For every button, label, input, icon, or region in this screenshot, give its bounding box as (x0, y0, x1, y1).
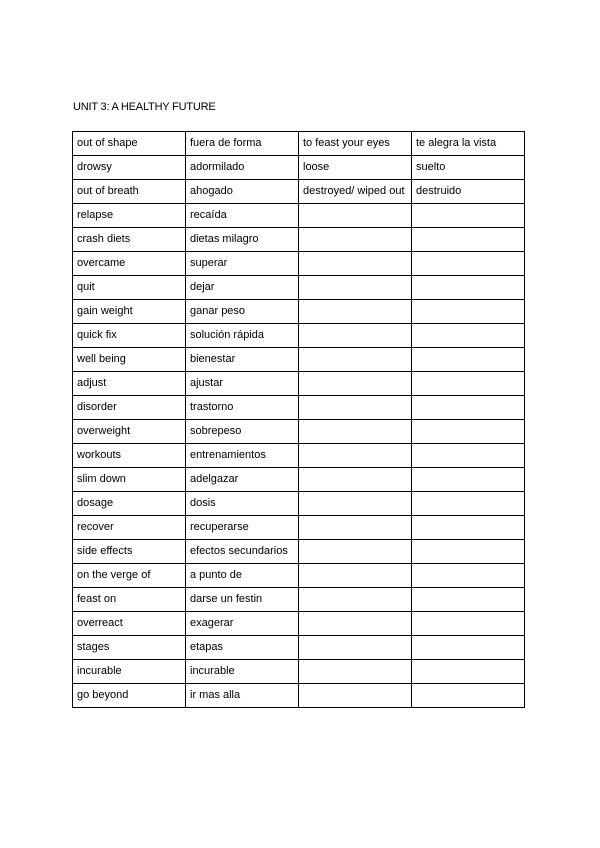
table-row (73, 276, 525, 300)
cell-english-term-2 (299, 516, 412, 540)
cell-english-term: quit (73, 276, 186, 300)
table-row (73, 540, 525, 564)
cell-spanish-translation-2 (412, 588, 525, 612)
cell-english-term: crash diets (73, 228, 186, 252)
document-title: UNIT 3: A HEALTHY FUTURE (73, 101, 216, 113)
cell-spanish-translation-2 (412, 684, 525, 708)
cell-english-term: side effects (73, 540, 186, 564)
cell-spanish-translation: ahogado (186, 180, 299, 204)
table-row (73, 300, 525, 324)
cell-spanish-translation: fuera de forma (186, 132, 299, 156)
cell-english-term: workouts (73, 444, 186, 468)
cell-spanish-translation-2 (412, 348, 525, 372)
cell-english-term-2 (299, 300, 412, 324)
cell-english-term-2 (299, 468, 412, 492)
cell-spanish-translation-2 (412, 636, 525, 660)
cell-spanish-translation-2 (412, 492, 525, 516)
cell-english-term-2 (299, 444, 412, 468)
cell-spanish-translation: ir mas alla (186, 684, 299, 708)
cell-english-term-2 (299, 324, 412, 348)
cell-english-term: drowsy (73, 156, 186, 180)
cell-spanish-translation: recaída (186, 204, 299, 228)
cell-spanish-translation-2 (412, 420, 525, 444)
vocabulary-table-body (73, 132, 525, 708)
cell-spanish-translation: entrenamientos (186, 444, 299, 468)
table-row (73, 660, 525, 684)
cell-english-term: go beyond (73, 684, 186, 708)
cell-english-term-2 (299, 492, 412, 516)
table-row (73, 324, 525, 348)
cell-english-term-2: to feast your eyes (299, 132, 412, 156)
cell-spanish-translation-2 (412, 564, 525, 588)
cell-english-term: feast on (73, 588, 186, 612)
cell-spanish-translation: adormilado (186, 156, 299, 180)
cell-english-term: well being (73, 348, 186, 372)
cell-spanish-translation-2 (412, 660, 525, 684)
cell-english-term: incurable (73, 660, 186, 684)
cell-english-term-2 (299, 396, 412, 420)
table-row (73, 588, 525, 612)
cell-english-term-2 (299, 276, 412, 300)
table-row (73, 636, 525, 660)
cell-spanish-translation: efectos secundarios (186, 540, 299, 564)
cell-english-term: gain weight (73, 300, 186, 324)
cell-spanish-translation: ganar peso (186, 300, 299, 324)
cell-english-term-2 (299, 228, 412, 252)
table-row (73, 444, 525, 468)
cell-english-term: quick fix (73, 324, 186, 348)
table-row (73, 348, 525, 372)
cell-english-term-2 (299, 612, 412, 636)
cell-spanish-translation-2: destruido (412, 180, 525, 204)
cell-spanish-translation: recuperarse (186, 516, 299, 540)
cell-english-term: adjust (73, 372, 186, 396)
cell-spanish-translation-2 (412, 396, 525, 420)
cell-spanish-translation: bienestar (186, 348, 299, 372)
cell-english-term: stages (73, 636, 186, 660)
cell-spanish-translation-2: te alegra la vista (412, 132, 525, 156)
cell-spanish-translation-2 (412, 324, 525, 348)
table-row (73, 396, 525, 420)
cell-spanish-translation-2 (412, 444, 525, 468)
cell-spanish-translation: trastorno (186, 396, 299, 420)
table-row (73, 132, 525, 156)
cell-spanish-translation-2 (412, 516, 525, 540)
cell-spanish-translation-2: suelto (412, 156, 525, 180)
cell-english-term: slim down (73, 468, 186, 492)
cell-spanish-translation: dejar (186, 276, 299, 300)
cell-spanish-translation: exagerar (186, 612, 299, 636)
cell-spanish-translation: darse un festin (186, 588, 299, 612)
cell-english-term: disorder (73, 396, 186, 420)
table-row (73, 204, 525, 228)
table-row (73, 564, 525, 588)
cell-spanish-translation-2 (412, 540, 525, 564)
cell-spanish-translation: dosis (186, 492, 299, 516)
table-row (73, 468, 525, 492)
cell-english-term-2 (299, 540, 412, 564)
cell-spanish-translation: adelgazar (186, 468, 299, 492)
cell-spanish-translation: dietas milagro (186, 228, 299, 252)
table-row (73, 252, 525, 276)
cell-spanish-translation: a punto de (186, 564, 299, 588)
cell-english-term-2 (299, 420, 412, 444)
cell-spanish-translation: superar (186, 252, 299, 276)
cell-english-term-2 (299, 204, 412, 228)
cell-english-term: out of shape (73, 132, 186, 156)
vocabulary-table (72, 131, 525, 708)
cell-english-term: overreact (73, 612, 186, 636)
cell-english-term: overcame (73, 252, 186, 276)
cell-spanish-translation-2 (412, 276, 525, 300)
cell-english-term-2: loose (299, 156, 412, 180)
table-row (73, 228, 525, 252)
cell-english-term: overweight (73, 420, 186, 444)
cell-english-term: out of breath (73, 180, 186, 204)
table-row (73, 180, 525, 204)
cell-english-term-2: destroyed/ wiped out (299, 180, 412, 204)
cell-spanish-translation-2 (412, 468, 525, 492)
table-row (73, 612, 525, 636)
cell-spanish-translation-2 (412, 300, 525, 324)
cell-english-term-2 (299, 564, 412, 588)
cell-spanish-translation-2 (412, 204, 525, 228)
cell-english-term: on the verge of (73, 564, 186, 588)
cell-english-term-2 (299, 252, 412, 276)
table-row (73, 492, 525, 516)
cell-spanish-translation-2 (412, 612, 525, 636)
cell-spanish-translation-2 (412, 372, 525, 396)
cell-spanish-translation: solución rápida (186, 324, 299, 348)
cell-spanish-translation: ajustar (186, 372, 299, 396)
cell-english-term: recover (73, 516, 186, 540)
cell-english-term-2 (299, 348, 412, 372)
cell-english-term-2 (299, 588, 412, 612)
cell-spanish-translation-2 (412, 228, 525, 252)
table-row (73, 516, 525, 540)
cell-english-term-2 (299, 660, 412, 684)
table-row (73, 420, 525, 444)
cell-english-term-2 (299, 372, 412, 396)
cell-spanish-translation: incurable (186, 660, 299, 684)
cell-spanish-translation-2 (412, 252, 525, 276)
table-row (73, 684, 525, 708)
cell-english-term: relapse (73, 204, 186, 228)
table-row (73, 156, 525, 180)
table-row (73, 372, 525, 396)
cell-spanish-translation: sobrepeso (186, 420, 299, 444)
cell-english-term-2 (299, 684, 412, 708)
cell-english-term: dosage (73, 492, 186, 516)
cell-english-term-2 (299, 636, 412, 660)
cell-spanish-translation: etapas (186, 636, 299, 660)
